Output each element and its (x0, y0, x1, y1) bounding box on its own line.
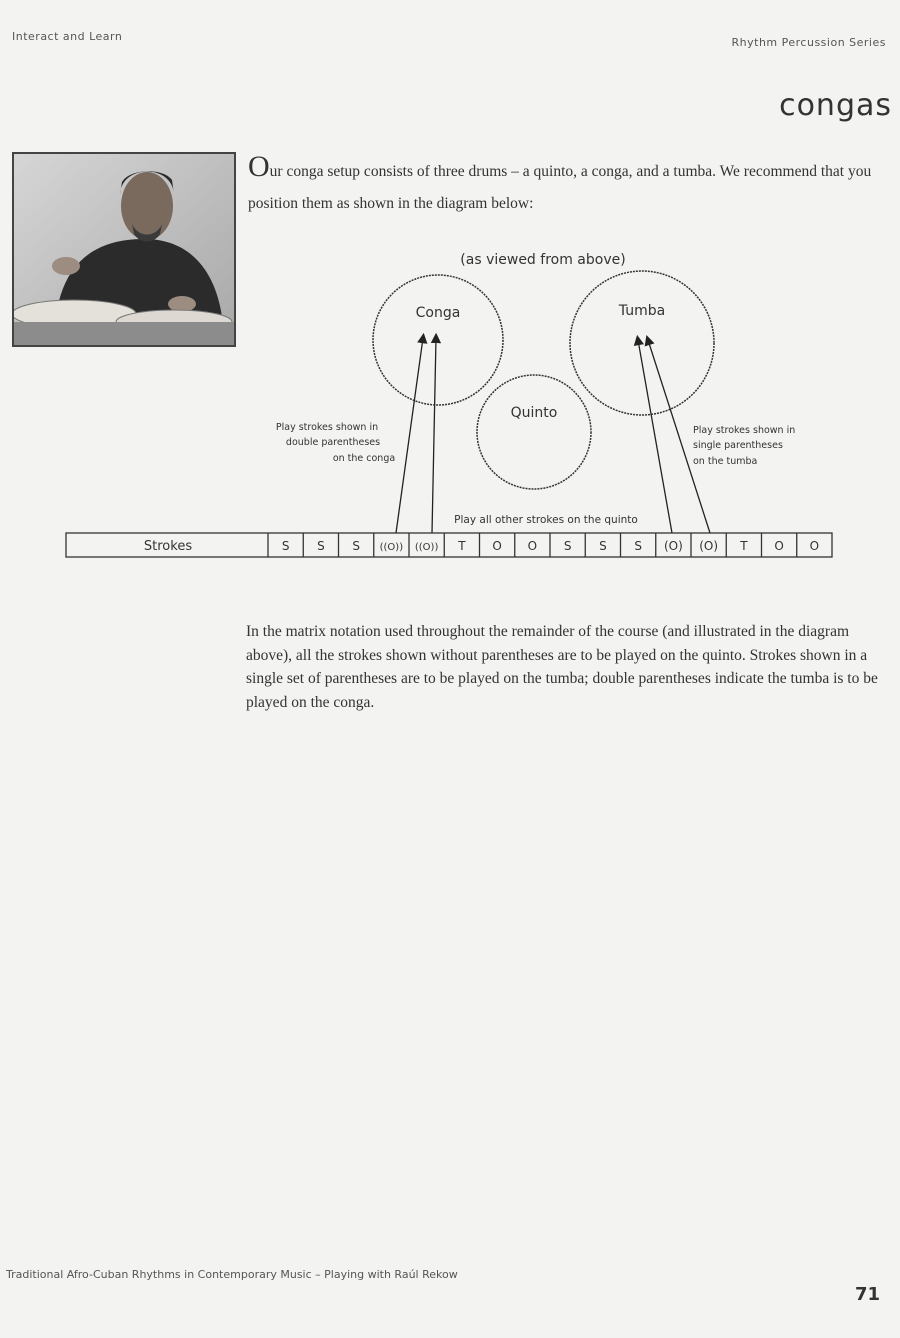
stroke-cell: O (774, 539, 784, 553)
stroke-cell: ((O)) (414, 542, 439, 553)
stroke-cell: T (740, 539, 748, 553)
arrow-to-conga-1 (396, 338, 423, 533)
quinto-drum (477, 375, 591, 489)
note-center: Play all other strokes on the quinto (454, 514, 638, 526)
quinto-label: Quinto (510, 405, 558, 421)
strokes-label: Strokes (143, 539, 193, 554)
stroke-cell: O (809, 539, 820, 553)
note-left-line-2: double parentheses (285, 437, 381, 448)
stroke-cell: (O) (663, 539, 683, 553)
stroke-cell: S (563, 539, 572, 553)
conga-drum (373, 275, 503, 405)
stroke-cell: O (492, 539, 502, 553)
stroke-cell: (O) (699, 539, 719, 553)
footer-text: Traditional Afro-Cuban Rhythms in Contemporary Music – Playing with Raúl Rekow (6, 1268, 458, 1281)
stroke-cell: S (317, 539, 325, 553)
note-right-line-3: on the tumba (693, 456, 758, 467)
arrow-to-conga-2 (432, 338, 436, 533)
arrow-to-tumba-2 (648, 340, 710, 533)
arrow-to-tumba-1 (638, 340, 672, 533)
stroke-cell: ((O)) (379, 542, 404, 553)
header-right: Rhythm Percussion Series (731, 36, 886, 49)
conga-label: Conga (415, 305, 461, 321)
stroke-cell: S (352, 539, 360, 553)
tumba-label: Tumba (618, 303, 666, 319)
stroke-cell: S (281, 539, 290, 553)
note-left-line-3: on the conga (332, 453, 396, 464)
section-title: congas (779, 88, 892, 123)
stroke-cell: O (527, 539, 538, 553)
conga-setup-diagram (0, 240, 900, 570)
stroke-cell: T (458, 539, 466, 553)
strokes-matrix (66, 533, 832, 557)
note-left-line-1: Play strokes shown in (275, 422, 379, 433)
tumba-drum (570, 271, 714, 415)
note-right-line-2: single parentheses (693, 440, 783, 451)
note-right-line-1: Play strokes shown in (693, 425, 796, 436)
stroke-cell: S (599, 539, 607, 553)
intro-text: ur conga setup consists of three drums – a quinto, a conga, and a tumba. We recommend that you position them as shown in the diagram below: (248, 163, 872, 212)
header-left: Interact and Learn (12, 30, 123, 43)
stroke-cell: S (634, 539, 642, 553)
intro-dropcap: O (248, 150, 270, 183)
diagram-caption: (as viewed from above) (460, 252, 626, 268)
page-number: 71 (854, 1284, 880, 1305)
intro-paragraph (248, 150, 888, 220)
body-paragraph: In the matrix notation used throughout the remainder of the course (and illustrated in the diagram above), all the strokes shown without parentheses are to be played on the quinto. Strokes shown in a single set of parentheses are to be played on the tumba; double parentheses indicate the tumba is to be played on the conga. (246, 623, 878, 711)
